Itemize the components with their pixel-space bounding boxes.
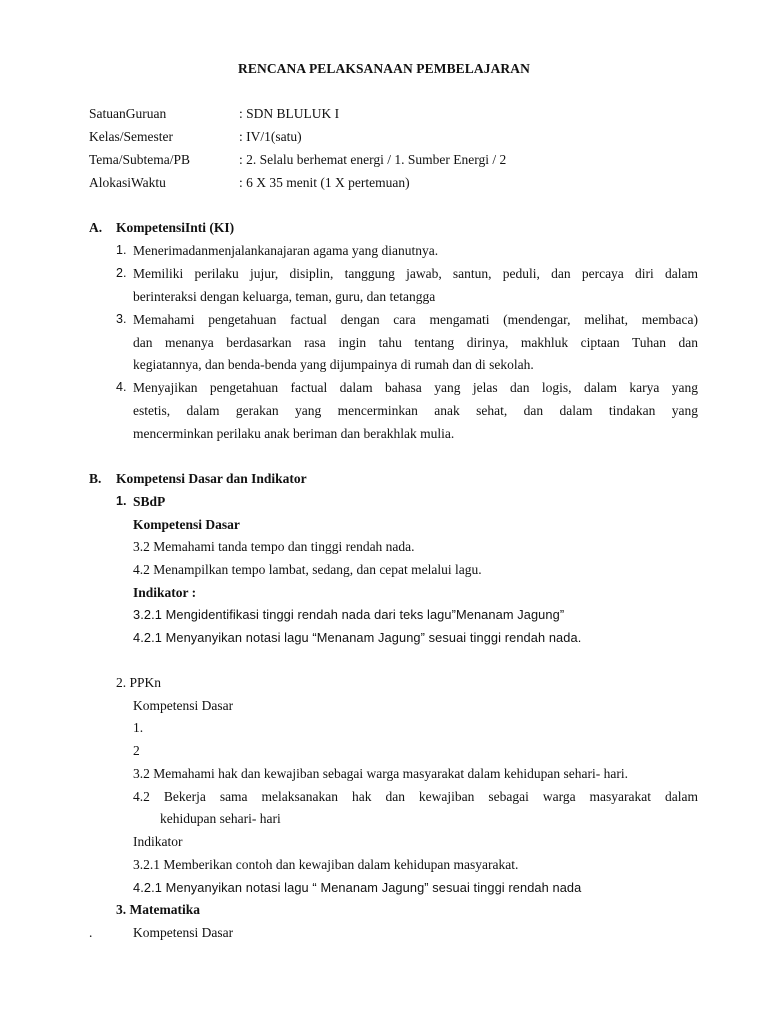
matematika-kd-heading: Kompetensi Dasar bbox=[133, 925, 234, 940]
ppkn-kd-heading: Kompetensi Dasar bbox=[133, 698, 234, 713]
ki-4-line: estetis, dalam gerakan yang mencerminkan anak sehat, dan dalam tindakan yang bbox=[133, 403, 698, 418]
sbdp-indikator-line: 3.2.1 Mengidentifikasi tinggi rendah nada dari teks lagu”Menanam Jagung” bbox=[133, 607, 565, 622]
section-a-marker: A. bbox=[89, 220, 103, 235]
matematika-heading: 3. Matematika bbox=[116, 902, 200, 917]
sbdp-kd-heading: Kompetensi Dasar bbox=[133, 517, 240, 532]
ppkn-kd-blank: 2 bbox=[133, 743, 140, 758]
ki-2-line: berinteraksi dengan keluarga, teman, guru, dan tetangga bbox=[133, 289, 436, 304]
ki-number: 2. bbox=[116, 266, 127, 280]
ki-4-line: Menyajikan pengetahuan factual dalam bahasa yang jelas dan logis, dalam karya yang bbox=[133, 380, 698, 395]
ki-number: 1. bbox=[116, 243, 127, 257]
ki-3-line: kegiatannya, dan benda-benda yang dijumpainya di rumah dan di sekolah. bbox=[133, 357, 534, 372]
sbdp-kd-line: 3.2 Memahami tanda tempo dan tinggi rendah nada. bbox=[133, 539, 415, 554]
ppkn-kd-line: 4.2 Bekerja sama melaksanakan hak dan kewajiban sebagai warga masyarakat dalam bbox=[133, 789, 698, 804]
identity-value: : IV/1(satu) bbox=[239, 129, 302, 144]
ki-1-line: Menerimadanmenjalankanajaran agama yang dianutnya. bbox=[133, 243, 439, 258]
ki-number: 4. bbox=[116, 380, 127, 394]
identity-value: : 6 X 35 menit (1 X pertemuan) bbox=[239, 175, 410, 190]
ppkn-indikator-heading: Indikator bbox=[133, 834, 183, 849]
identity-label: Tema/Subtema/PB bbox=[89, 152, 191, 167]
sbdp-kd-line: 4.2 Menampilkan tempo lambat, sedang, dan cepat melalui lagu. bbox=[133, 562, 482, 577]
sbdp-number: 1. bbox=[116, 494, 127, 508]
ppkn-kd-line: 3.2 Memahami hak dan kewajiban sebagai warga masyarakat dalam kehidupan sehari- hari. bbox=[133, 766, 628, 781]
ki-number: 3. bbox=[116, 312, 127, 326]
section-b-marker: B. bbox=[89, 471, 102, 486]
matematika-marker: . bbox=[89, 925, 93, 940]
ppkn-kd-line: kehidupan sehari- hari bbox=[160, 811, 281, 826]
identity-value: : SDN BLULUK I bbox=[239, 106, 340, 121]
ppkn-indikator-line: 3.2.1 Memberikan contoh dan kewajiban dalam kehidupan masyarakat. bbox=[133, 857, 519, 872]
ppkn-heading: 2. PPKn bbox=[116, 675, 162, 690]
section-b-heading: Kompetensi Dasar dan Indikator bbox=[116, 471, 307, 486]
identity-label: Kelas/Semester bbox=[89, 129, 173, 144]
identity-value: : 2. Selalu berhemat energi / 1. Sumber Energi / 2 bbox=[239, 152, 507, 167]
ki-2-line: Memiliki perilaku jujur, disiplin, tanggung jawab, santun, peduli, dan percaya diri dalam bbox=[133, 266, 698, 281]
identity-label: SatuanGuruan bbox=[89, 106, 167, 121]
ki-4-line: mencerminkan perilaku anak beriman dan berakhlak mulia. bbox=[133, 426, 455, 441]
ki-3-line: dan menanya berdasarkan rasa ingin tahu tentang dirinya, makhluk ciptaan Tuhan dan bbox=[133, 335, 698, 350]
sbdp-heading: SBdP bbox=[133, 494, 166, 509]
identity-label: AlokasiWaktu bbox=[89, 175, 166, 190]
sbdp-indikator-line: 4.2.1 Menyanyikan notasi lagu “Menanam Jagung” sesuai tinggi rendah nada. bbox=[133, 630, 582, 645]
ki-3-line: Memahami pengetahuan factual dengan cara mengamati (mendengar, melihat, membaca) bbox=[133, 312, 698, 327]
ppkn-kd-blank: 1. bbox=[133, 720, 144, 735]
ppkn-indikator-line: 4.2.1 Menyanyikan notasi lagu “ Menanam Jagung” sesuai tinggi rendah nada bbox=[133, 880, 582, 895]
section-a-heading: KompetensiInti (KI) bbox=[116, 220, 235, 235]
document-title: RENCANA PELAKSANAAN PEMBELAJARAN bbox=[238, 61, 530, 76]
sbdp-indikator-heading: Indikator : bbox=[133, 585, 197, 600]
